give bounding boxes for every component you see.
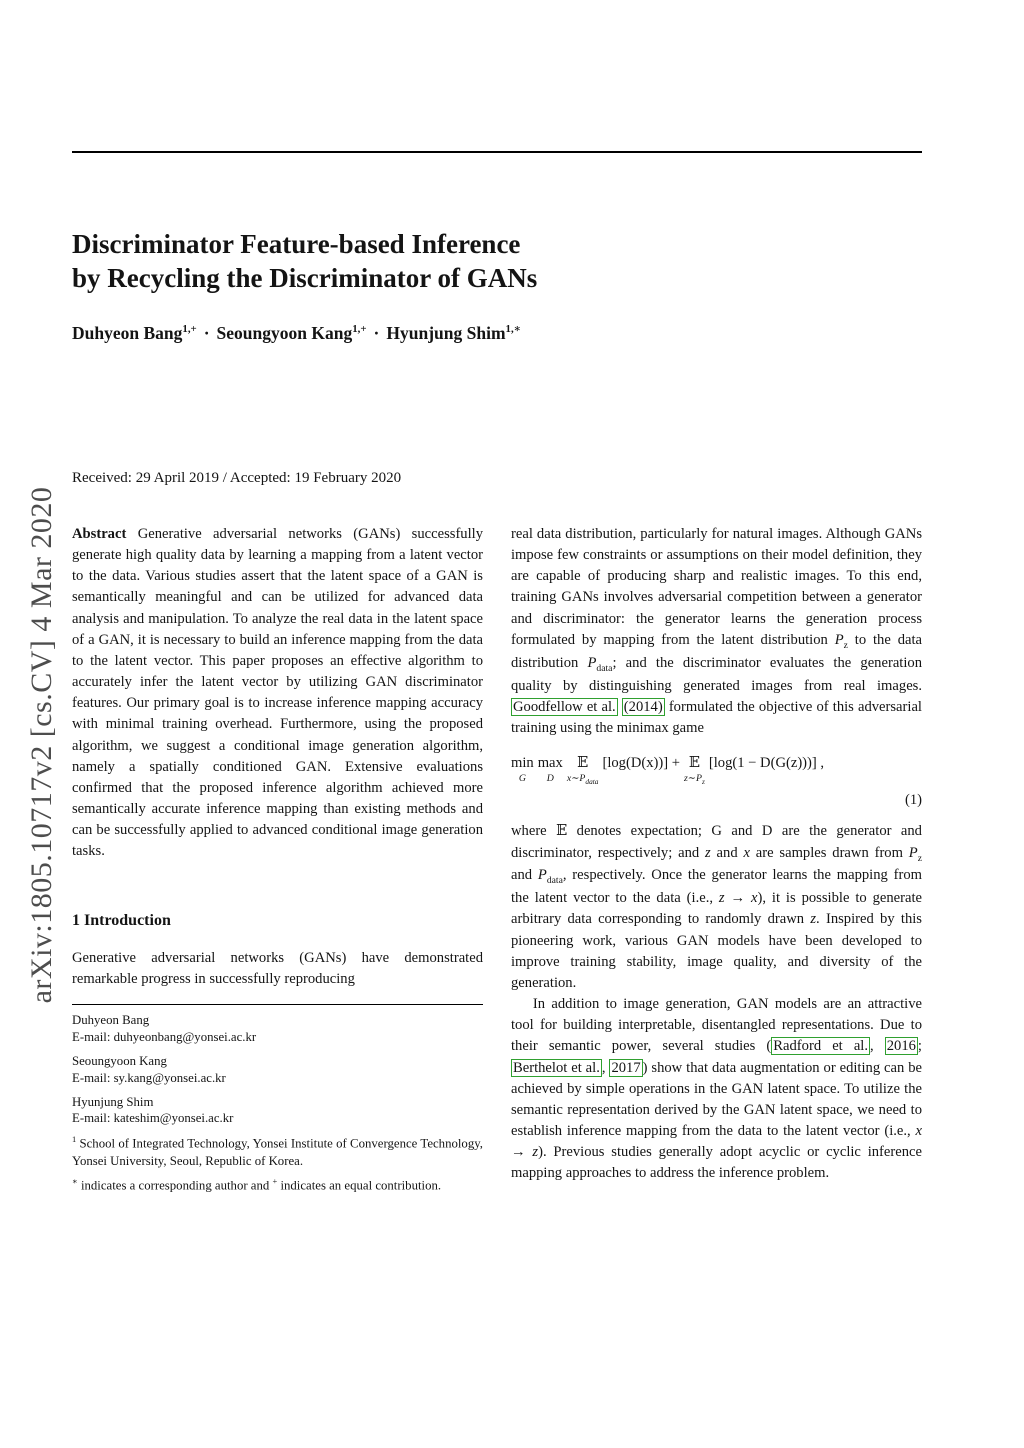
text-segment: formulated the objective of this adversarial training using the minimax game	[511, 698, 922, 736]
contact-entry	[72, 1012, 483, 1046]
citation-link[interactable]: 2017	[611, 1059, 641, 1076]
citation-link[interactable]: Goodfellow et al.	[513, 698, 616, 715]
contact-email: E-mail: duhyeonbang@yonsei.ac.kr	[72, 1029, 257, 1044]
contact-email: E-mail: sy.kang@yonsei.ac.kr	[72, 1070, 226, 1085]
subscript: z	[843, 639, 848, 651]
received-accepted-line: Received: 29 April 2019 / Accepted: 19 February 2020	[72, 470, 402, 486]
two-column-body	[72, 524, 922, 1195]
text-segment: are samples drawn from	[749, 844, 909, 861]
superscript: +	[272, 1176, 278, 1187]
citation-link[interactable]: Radford et al.	[773, 1038, 868, 1055]
text-segment: P	[587, 654, 597, 671]
equation-1	[511, 753, 922, 811]
abstract-label: Abstract	[72, 526, 127, 542]
text-segment: ,	[870, 1038, 885, 1055]
text-segment: indicates an equal contribution.	[277, 1178, 442, 1193]
text-segment: z	[705, 844, 711, 861]
text-segment: denotes expectation; G and D are the generator and discriminator, respectively; and	[511, 823, 922, 861]
text-segment: ,	[601, 1059, 610, 1076]
max-operator: max D	[537, 755, 563, 785]
text-segment: In addition to image generation, GAN models are an attractive tool for building interpretable, disentangled representations. Due to their semantic power, several studies (	[511, 996, 922, 1055]
paper-title-line2: by Recycling the Discriminator of GANs	[72, 262, 538, 293]
text-segment: Duhyeon Bang	[72, 322, 183, 343]
subscript: data	[596, 662, 613, 674]
text-segment: and	[511, 867, 538, 884]
text-segment: x	[751, 890, 758, 907]
text-segment: and	[710, 844, 744, 861]
text-segment: z	[532, 1144, 539, 1161]
intro-paragraph-1: Generative adversarial networks (GANs) have demonstrated remarkable progress in successfully reproducing	[72, 949, 483, 987]
contact-entry	[72, 1053, 483, 1087]
text-segment: x∼P	[566, 773, 586, 785]
text-segment: P	[834, 631, 844, 648]
contact-name: Duhyeon Bang	[72, 1013, 150, 1027]
contact-name: Hyunjung Shim	[72, 1094, 154, 1109]
equation-number: (1)	[904, 792, 922, 809]
text-segment: ). Previous studies generally adopt acyclic or cyclic inference mapping approaches to address the inference problem.	[511, 1144, 922, 1182]
footnote-divider	[72, 1004, 483, 1005]
text-segment: ·	[373, 322, 380, 343]
text-segment: ; and the discriminator evaluates the generation quality by distinguishing generated images from real images.	[511, 654, 922, 694]
body-paragraph-3	[511, 994, 922, 1184]
min-operator: min G	[511, 755, 534, 785]
header-divider	[72, 151, 922, 153]
text-segment: ), it is possible to generate arbitrary data corresponding to randomly drawn	[511, 890, 923, 928]
citation-link[interactable]: Berthelot et al.	[513, 1059, 600, 1076]
contact-entry	[72, 1094, 483, 1128]
text-segment: School of Integrated Technology, Yonsei Institute of Convergence Technology, Yonsei University, Seoul, Republic of Korea.	[72, 1136, 483, 1168]
text-segment: z	[718, 890, 725, 907]
text-segment: →	[511, 1144, 533, 1161]
text-segment: 𝔼	[556, 823, 568, 840]
equation-term-1: [log(D(x))] +	[602, 755, 680, 771]
equation-row	[511, 753, 922, 786]
text-segment: P	[537, 867, 547, 884]
expectation-operator: 𝔼 $z\sim P_z$	[683, 755, 705, 787]
subscript: data	[546, 875, 563, 887]
text-segment: . Inspired by this pioneering work, various GAN models have been developed to improve training stability, image quality, and diversity of the generation.	[511, 911, 922, 991]
affiliation-note	[72, 1134, 483, 1169]
superscript: 1,∗	[505, 323, 522, 335]
left-column	[72, 524, 483, 1195]
contact-name: Seoungyoon Kang	[72, 1053, 167, 1068]
text-segment: ·	[203, 322, 210, 343]
text-segment: →	[724, 890, 752, 907]
footnotes-block	[72, 1012, 483, 1195]
text-segment: P	[908, 844, 918, 861]
paper-title-line1: Discriminator Feature-based Inference	[72, 229, 521, 259]
citation-link[interactable]: 2016	[886, 1038, 916, 1055]
text-segment: Seoungyoon Kang	[216, 322, 353, 343]
text-segment: indicates a corresponding author and	[77, 1178, 273, 1193]
equation-term-2: [log(1 − D(G(z)))] ,	[708, 755, 825, 771]
contact-email: E-mail: kateshim@yonsei.ac.kr	[72, 1111, 234, 1126]
subscript: data	[585, 777, 599, 787]
superscript: 1,+	[352, 323, 367, 335]
text-segment: z	[810, 911, 817, 928]
superscript: 1	[72, 1134, 77, 1145]
subscript: z	[702, 777, 705, 787]
paper-title	[72, 228, 922, 296]
arxiv-watermark: arXiv:1805.10717v2 [cs.CV] 4 Mar 2020	[25, 486, 58, 1004]
abstract-paragraph	[72, 524, 483, 863]
text-segment: to the data distribution	[511, 631, 923, 671]
body-paragraph-1	[511, 524, 922, 739]
superscript: 1,+	[182, 323, 197, 335]
right-column	[511, 524, 922, 1195]
text-segment: , respectively. Once the generator learns the mapping from the latent vector to the data (i.e.,	[511, 867, 922, 907]
body-paragraph-2	[511, 821, 922, 994]
superscript: ∗	[72, 1176, 78, 1187]
abstract-text: Generative adversarial networks (GANs) successfully generate high quality data by learning a mapping from a latent vector to the data. Various studies assert that the latent space of a GAN is semantically meaningful and can be utilized for advanced data analysis and manipulation. To analyze the real data in the latent space of a GAN, it is necessary to build an inference mapping from the data to the latent vector. This paper proposes an effective algorithm to accurately infer the latent vector by utilizing GAN discriminator features. Our primary goal is to increase inference mapping accuracy with minimal training overhead. Furthermore, using the proposed algorithm, we suggest a conditional image generation algorithm, namely a spatially conditioned GAN. Extensive evaluations confirmed that the proposed inference algorithm achieved more semantically accurate inference mapping than existing methods and can be successfully applied to advanced conditional image generation tasks.	[72, 526, 484, 860]
subscript: z	[917, 852, 922, 864]
authors-line	[72, 322, 922, 344]
section-heading-introduction: 1 Introduction	[72, 911, 171, 929]
expectation-operator: 𝔼 $x\sim P_{data}$	[566, 755, 599, 787]
text-segment: ) show that data augmentation or editing can be achieved by simple operations in the GAN latent space. To utilize the semantic representation derived by the GAN latent space, we need to establish inference mapping from the data to the latent vector (i.e.,	[511, 1059, 922, 1139]
text-segment: z∼P	[683, 773, 702, 785]
text-segment: real data distribution, particularly for natural images. Although GANs impose few constraints or assumptions on their model definition, they are capable of producing sharp and realistic images. To this end, training GANs involves adversarial competition between a generator and discriminator: the generator learns the generation process formulated by mapping from the latent distribution	[511, 526, 922, 648]
citation-link[interactable]: (2014)	[623, 698, 663, 715]
text-segment: ;	[917, 1038, 922, 1055]
text-segment: x	[743, 844, 750, 861]
text-segment: where	[511, 823, 557, 840]
contribution-note	[72, 1176, 483, 1194]
text-segment: Hyunjung Shim	[386, 322, 506, 343]
text-segment: x	[915, 1122, 922, 1139]
